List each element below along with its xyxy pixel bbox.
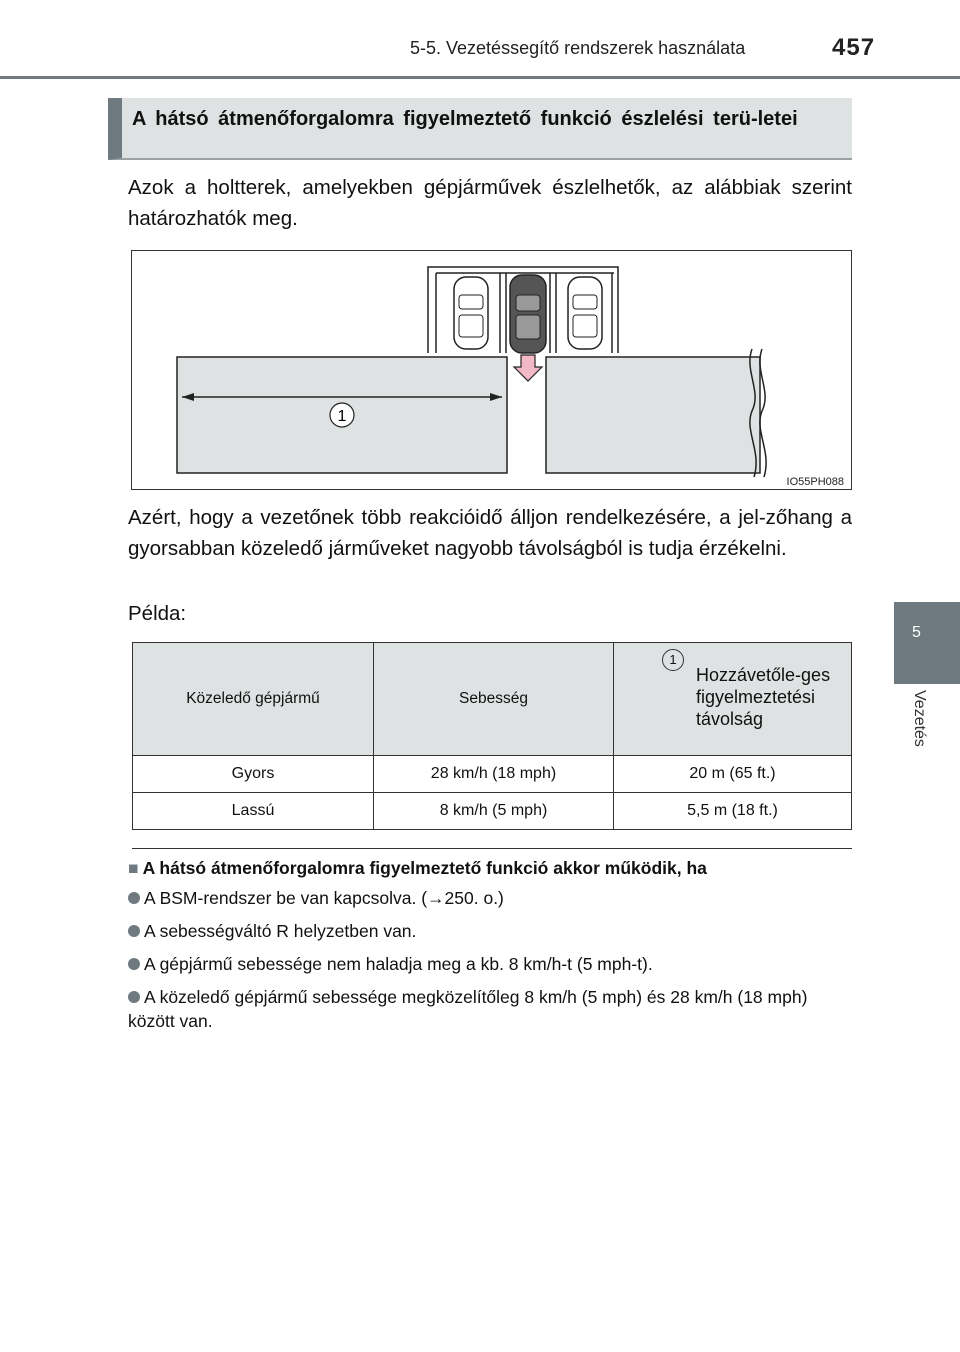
table-header-speed: Sebesség [374, 643, 614, 756]
square-bullet-icon: ■ [128, 858, 139, 878]
table-row [133, 756, 852, 793]
bullet-dot-icon [128, 958, 140, 970]
detection-area-figure [131, 250, 852, 490]
table-header-marker: 1 [662, 649, 684, 671]
list-item [128, 919, 856, 943]
header-section-title: 5-5. Vezetéssegítő rendszerek használata [410, 38, 746, 58]
section-heading: A hátsó átmenőforgalomra figyelmeztető funkció észlelési terü-letei [132, 108, 798, 130]
bullet-dot-icon [128, 991, 140, 1003]
table-cell: Lassú [133, 793, 374, 830]
table-header-row [133, 643, 852, 756]
detection-area-right [546, 357, 760, 473]
figure-code: IO55PH088 [786, 476, 844, 488]
table-cell: 8 km/h (5 mph) [374, 793, 614, 830]
table-cell: 5,5 m (18 ft.) [614, 793, 852, 830]
reversing-car-icon [510, 275, 546, 353]
warning-distance-table [132, 642, 852, 830]
table-cell: 28 km/h (18 mph) [374, 756, 614, 793]
list-item-text: A közeledő gépjármű sebessége megközelítőleg 8 km/h (5 mph) és 28 km/h (18 mph) között van. [128, 987, 808, 1031]
table-header-vehicle: Közeledő gépjármű [133, 643, 374, 756]
header-divider [0, 76, 960, 79]
parked-car-left-icon [454, 277, 488, 349]
table-cell: 20 m (65 ft.) [614, 756, 852, 793]
table-header-distance: Hozzávetőle-ges figyelmeztetési távolság [696, 665, 831, 729]
chapter-tab-label: Vezetés [911, 690, 928, 747]
table-cell: Gyors [133, 756, 374, 793]
example-label: Példa: [128, 602, 187, 625]
intro-paragraph: Azok a holtterek, amelyekben gépjárművek észlelhetők, az alábbiak szerint határozhatók meg. [128, 176, 852, 230]
table-header-distance-cell [614, 643, 852, 756]
bullet-dot-icon [128, 925, 140, 937]
list-item-text: A BSM-rendszer be van kapcsolva. (→250. o.) [144, 888, 504, 908]
bullet-dot-icon [128, 892, 140, 904]
chapter-tab-number: 5 [912, 624, 921, 641]
table-row [133, 793, 852, 830]
list-item [128, 985, 856, 1033]
list-item-text: A gépjármű sebessége nem haladja meg a kb. 8 km/h-t (5 mph-t). [144, 954, 653, 974]
section-divider [132, 848, 852, 849]
reverse-direction-arrow-icon [514, 355, 542, 381]
detection-area-illustration [132, 251, 851, 489]
parked-car-right-icon [568, 277, 602, 349]
list-item-text: A sebességváltó R helyzetben van. [144, 921, 417, 941]
page-number: 457 [832, 34, 876, 61]
list-item [128, 952, 856, 976]
conditions-heading: A hátsó átmenőforgalomra figyelmeztető funkció akkor működik, ha [142, 858, 707, 878]
section-heading-box [108, 98, 852, 160]
list-item [128, 886, 856, 910]
chapter-tab-label-wrap [898, 690, 938, 790]
chapter-tab [894, 602, 960, 684]
figure-marker-label: 1 [337, 408, 347, 425]
conditions-heading-wrap [128, 858, 707, 879]
explanation-paragraph: Azért, hogy a vezetőnek több reakcióidő álljon rendelkezésére, a jel-zőhang a gyorsabban közeledő járműveket nagyobb távolságból is tudja érzékelni. [128, 506, 852, 560]
